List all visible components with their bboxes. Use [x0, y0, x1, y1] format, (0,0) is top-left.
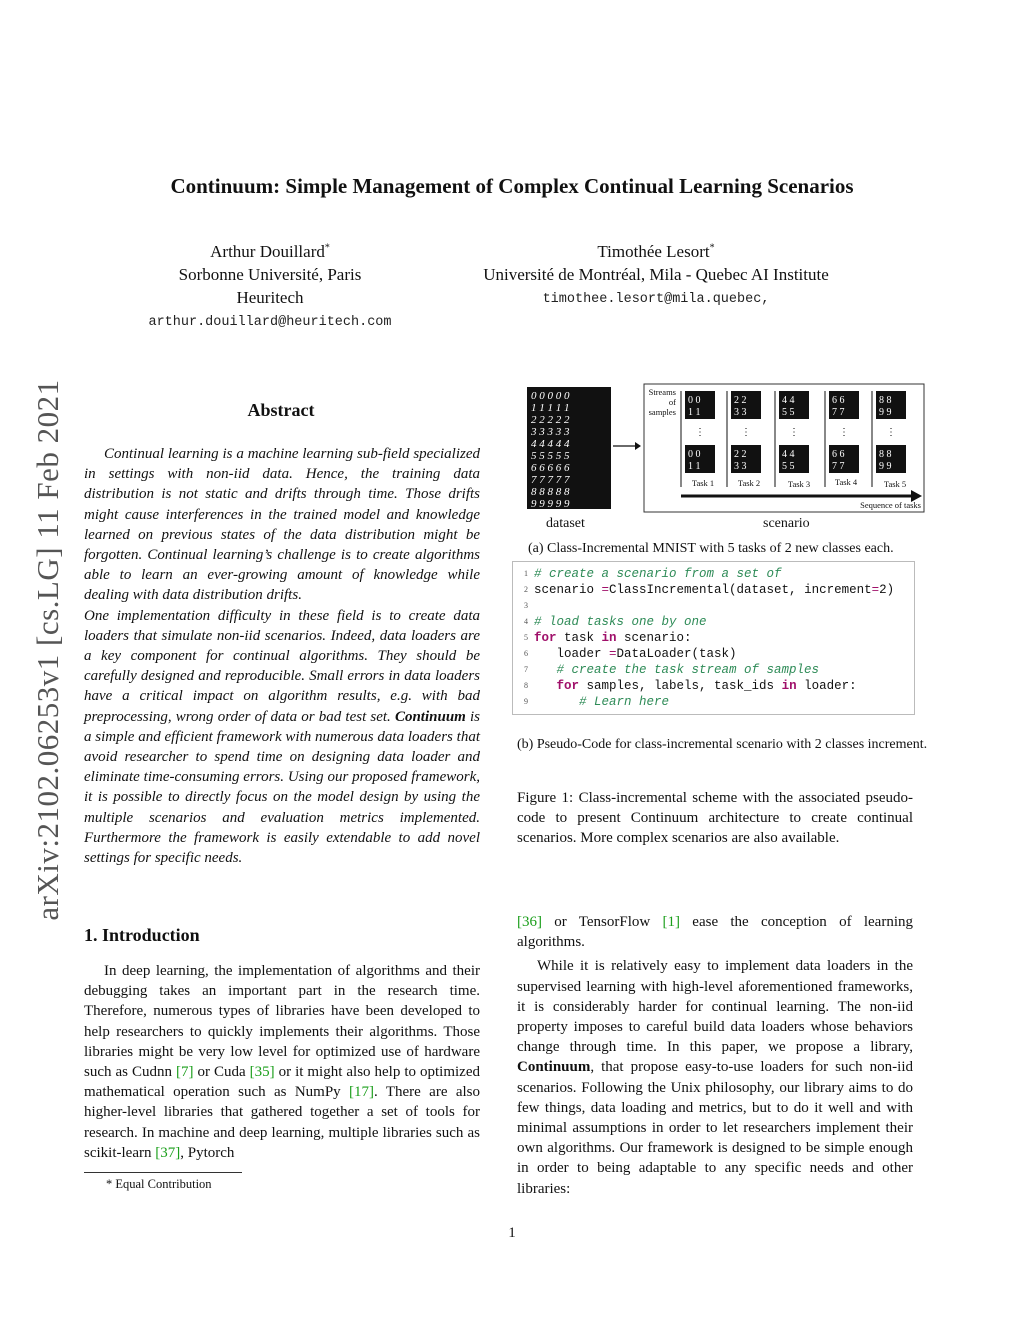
digit-row: 9 9 9 9 9 — [531, 498, 570, 510]
footnote-rule — [84, 1172, 242, 1173]
abstract-body — [84, 444, 480, 868]
svg-text:4 4: 4 4 — [782, 449, 795, 460]
svg-text:2 2: 2 2 — [734, 449, 747, 460]
footnote: * Equal Contribution — [106, 1177, 212, 1191]
code-line: 5 for task in scenario: — [524, 631, 692, 645]
page-number: 1 — [508, 1225, 516, 1241]
svg-text:4 4: 4 4 — [782, 395, 795, 406]
citation-link[interactable]: [1] — [662, 914, 681, 930]
author-block-1 — [120, 240, 420, 334]
task-column-2 — [727, 391, 761, 488]
abstract-paragraph-1: Continual learning is a machine learning sub-field specialized in settings with non-iid data. Hence, the training data distribution is not static and drifts through time. Those drifts might cause interferences in the trained model and knowledge learned on previous states of the data distribution might be forgotten. Continual learning’s challenge is to create algorithms able to learn an ever-growing amount of knowledge while dealing with data distribution drifts. — [84, 446, 480, 604]
task-column-1 — [681, 391, 715, 488]
code-listing — [512, 561, 915, 715]
task-column-4 — [825, 391, 859, 487]
svg-text:Task 4: Task 4 — [834, 477, 858, 487]
digit-row: 6 6 6 6 6 — [531, 462, 570, 474]
code-line: 6 loader =DataLoader(task) — [524, 647, 737, 661]
svg-text:3 3: 3 3 — [734, 407, 747, 418]
digit-row: 1 1 1 1 1 — [531, 402, 570, 414]
svg-text:8 8: 8 8 — [879, 449, 892, 460]
right-column-text: [36] or TensorFlow [1] ease the conception of learning algorithms. While it is relatively easy to implement data loaders in the supervised learning with high-level aforementioned frameworks, it is considerably harder for continual learning. The non-iid property imposes to careful build data loaders whose behaviors change through time. In this paper, we propose a library, Continuum, that propose easy-to-use loaders for such non-iid scenarios. Following the Unix philosophy, our library aims to do few things, data loading and metrics, but to do it well and with minimal assumptions in order to let researchers implement their own algorithms. Our framework is designed to be simple enough in order to being adaptable to any specific needs and other libraries: — [517, 914, 913, 1197]
author-name-2: Timothée Lesort* — [597, 242, 715, 261]
author-affiliation-1: Sorbonne Université, Paris — [178, 265, 362, 284]
svg-text:5 5: 5 5 — [782, 407, 795, 418]
code-line: 9 # Learn here — [524, 695, 670, 709]
svg-text:6 6: 6 6 — [832, 395, 845, 406]
arxiv-stamp: arXiv:2102.06253v1 [cs.LG] 11 Feb 2021 — [30, 379, 65, 921]
task-column-3 — [775, 391, 810, 489]
svg-text:of: of — [668, 397, 676, 407]
figure-caption-main: Figure 1: Class-incremental scheme with the associated pseudo-code to present Continuum architecture to create continual scenarios. More complex scenarios are also available. — [517, 790, 913, 847]
svg-text:7 7: 7 7 — [832, 461, 845, 472]
code-line: 4 # load tasks one by one — [524, 615, 707, 629]
svg-text:3 3: 3 3 — [734, 461, 747, 472]
author-email-2[interactable]: timothee.lesort@mila.quebec, — [542, 292, 770, 307]
author-affiliation-1b: Heuritech — [236, 288, 304, 307]
svg-text:9 9: 9 9 — [879, 461, 892, 472]
svg-text:Task 3: Task 3 — [787, 479, 811, 489]
sequence-label: Sequence of tasks — [860, 500, 921, 510]
svg-text:2 2: 2 2 — [734, 395, 747, 406]
digit-row: 3 3 3 3 3 — [531, 426, 570, 438]
svg-text:Task 5: Task 5 — [883, 479, 907, 489]
digit-row: 0 0 0 0 0 — [531, 390, 570, 402]
svg-text:⋮: ⋮ — [839, 427, 849, 438]
citation-link[interactable]: [7] — [175, 1064, 194, 1081]
svg-text:Task 1: Task 1 — [691, 478, 715, 488]
task-column-5 — [872, 391, 906, 489]
task-columns — [681, 391, 906, 489]
svg-text:8 8: 8 8 — [879, 395, 892, 406]
code-line: 3 — [524, 601, 528, 610]
svg-text:6 6: 6 6 — [832, 449, 845, 460]
svg-text:⋮: ⋮ — [789, 427, 799, 438]
svg-text:0 0: 0 0 — [688, 449, 701, 460]
svg-text:⋮: ⋮ — [886, 427, 896, 438]
abstract-heading: Abstract — [247, 400, 315, 420]
figure-scheme-graphic — [517, 383, 926, 513]
digit-row: 8 8 8 8 8 — [531, 486, 570, 498]
svg-text:samples: samples — [648, 407, 676, 417]
paper-title: Continuum: Simple Management of Complex Continual Learning Scenarios — [170, 174, 854, 198]
code-line: 7 # create the task stream of samples — [524, 663, 820, 677]
streams-label — [649, 387, 677, 417]
digit-row: 4 4 4 4 4 — [531, 438, 570, 450]
digit-row: 5 5 5 5 5 — [531, 450, 570, 462]
citation-link[interactable]: [36] — [517, 914, 542, 930]
svg-text:0 0: 0 0 — [688, 395, 701, 406]
author-name-1: Arthur Douillard* — [210, 242, 330, 261]
intro-paragraph: In deep learning, the implementation of algorithms and their debugging takes an important part in the research time. Therefore, numerous types of libraries have been developed to help researchers to quickly implements their algorithms. Those libraries might be very low level for optimized use of hardware such as Cudnn [7] or Cuda [35] or it might also help to optimized mathematical operation such as NumPy [17]. There are also higher-level libraries that gathered together a set of tools for research. In machine and deep learning, multiple libraries such as scikit-learn [37], Pytorch — [84, 963, 480, 1161]
svg-text:⋮: ⋮ — [695, 427, 705, 438]
dataset-arrowhead — [635, 442, 641, 450]
author-affiliation-2: Université de Montréal, Mila - Quebec AI Institute — [483, 265, 829, 284]
svg-text:1 1: 1 1 — [688, 407, 701, 418]
svg-text:5 5: 5 5 — [782, 461, 795, 472]
digit-row: 7 7 7 7 7 — [531, 474, 570, 486]
citation-link[interactable]: [35] — [249, 1064, 275, 1081]
figure-caption-b: (b) Pseudo-Code for class-incremental scenario with 2 classes increment. — [517, 737, 928, 752]
author-email-1[interactable]: arthur.douillard@heuritech.com — [148, 315, 392, 330]
figure-caption-a: (a) Class-Incremental MNIST with 5 tasks of 2 new classes each. — [528, 541, 894, 556]
svg-text:Task 2: Task 2 — [737, 478, 761, 488]
digit-row: 2 2 2 2 2 — [531, 414, 570, 426]
svg-text:Streams: Streams — [648, 387, 676, 397]
code-line: 1 # create a scenario from a set of — [524, 567, 782, 581]
svg-text:⋮: ⋮ — [741, 427, 751, 438]
svg-text:9 9: 9 9 — [879, 407, 892, 418]
citation-link[interactable]: [37] — [155, 1144, 181, 1161]
dataset-label: dataset — [546, 516, 585, 531]
figure-scheme — [517, 383, 926, 513]
dataset-digits — [530, 390, 570, 510]
abstract-paragraph-2: One implementation difficulty in these field is to create data loaders that simulate non-iid scenarios. Indeed, data loaders are a key component for continual algorithms. They should be carefully designed and reproducible. Small errors in data loaders have a critical impact on algorithm results, e.g. with bad preprocessing, wrong order of data or bad test set. Continuum is a simple and efficient framework with numerous data loaders that avoid researcher to spend time on designing data loader and eliminate time-consuming errors. Using our proposed framework, it is possible to directly focus on the model design by using the multiple scenarios and evaluation metrics implemented. Furthermore the framework is easily extendable to add novel settings for specific needs. — [84, 607, 481, 867]
svg-text:7 7: 7 7 — [832, 407, 845, 418]
author-block-2 — [440, 240, 872, 311]
citation-link[interactable]: [17] — [349, 1084, 375, 1101]
code-line: 8 for samples, labels, task_ids in loader: — [524, 679, 857, 693]
svg-text:1 1: 1 1 — [688, 461, 701, 472]
scenario-label: scenario — [763, 516, 810, 531]
intro-heading: 1. Introduction — [84, 925, 200, 945]
code-line: 2 scenario =ClassIncremental(dataset, increment=2) — [524, 583, 895, 597]
